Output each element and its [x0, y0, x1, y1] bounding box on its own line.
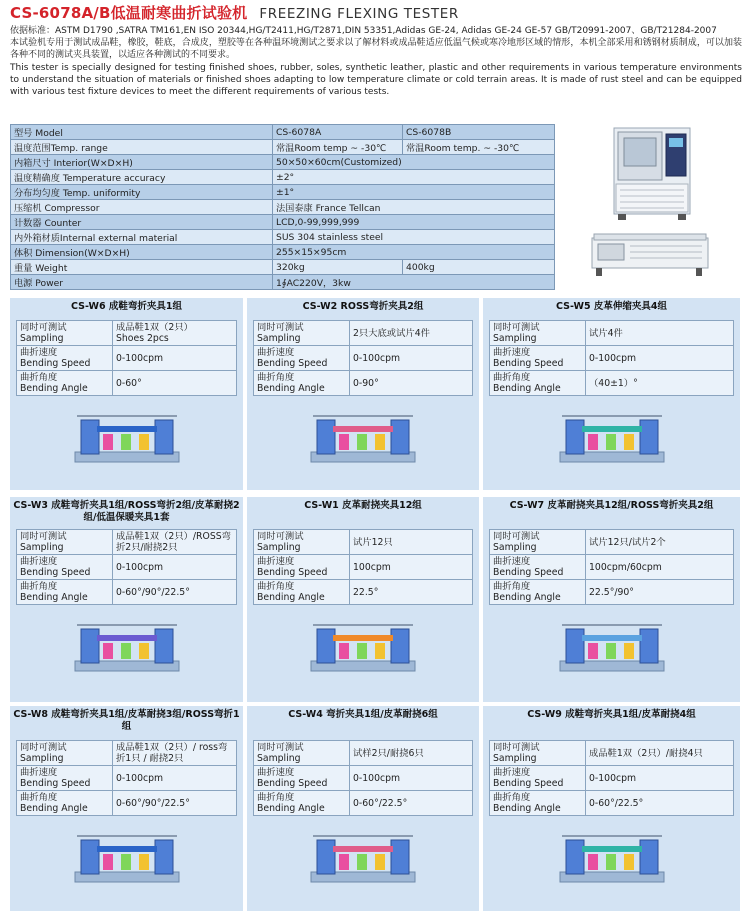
- label-en: Bending Speed: [257, 358, 328, 369]
- fixture-sampling-value: 试样2只/耐挠6只: [350, 741, 473, 766]
- fixture-illustration: [303, 822, 423, 892]
- label-en: Bending Angle: [493, 803, 561, 814]
- fixture-sampling-value: 成品鞋1双（2只）/ ross弯折1只 / 耐挠2只: [113, 741, 237, 766]
- label-en: Bending Angle: [257, 592, 325, 603]
- fixture-row-label: [17, 346, 113, 371]
- label-cn: 曲折速度: [257, 347, 295, 358]
- label-en: Sampling: [493, 333, 537, 344]
- spec-row: [11, 125, 555, 140]
- label-en: Bending Speed: [257, 778, 328, 789]
- fixture-angle-value: 0-60°/90°/22.5°: [113, 791, 237, 816]
- spec-label: 计数器 Counter: [11, 215, 273, 230]
- fixture-image: [247, 611, 479, 681]
- fixture-row-label: [490, 791, 586, 816]
- label-en: Bending Speed: [20, 358, 91, 369]
- spec-label: 电源 Power: [11, 275, 273, 290]
- fixture-spec-table: [489, 740, 734, 816]
- fixture-spec-table: [489, 320, 734, 396]
- spec-value-a: CS-6078A: [273, 125, 403, 140]
- fixture-angle-value: 0-60°/22.5°: [350, 791, 473, 816]
- spec-label: 分布均匀度 Temp. uniformity: [11, 185, 273, 200]
- fixture-row-label: [490, 741, 586, 766]
- description-en: This tester is specially designed for testing finished shoes, rubber, soles, synthetic leather, plastic and other requirements in various temperature environments to understand the situation of materials or finished shoes adapting to low temperature climate or cold terrain areas. It is made of rust steel and can be equipped with various test fixture devices to meet the different requirements of various tests.: [10, 62, 742, 98]
- label-cn: 曲折速度: [493, 556, 531, 567]
- label-en: Sampling: [20, 333, 64, 344]
- label-cn: 同时可测试: [20, 531, 67, 542]
- label-cn: 曲折速度: [493, 767, 531, 778]
- header: [10, 2, 459, 24]
- fixture-title: CS-W4 弯折夹具1组/皮革耐挠6组: [288, 709, 438, 720]
- page-subtitle: FREEZING FLEXING TESTER: [259, 6, 459, 22]
- spec-value: 255×15×95cm: [273, 245, 555, 260]
- label-cn: 曲折速度: [257, 767, 295, 778]
- spec-value: LCD,0-99,999,999: [273, 215, 555, 230]
- fixture-row-label: [254, 346, 350, 371]
- spec-value: 50×50×60cm(Customized): [273, 155, 555, 170]
- fixture-angle-value: （40±1）°: [586, 371, 734, 396]
- spec-label: 重量 Weight: [11, 260, 273, 275]
- fixture-illustration: [552, 402, 672, 472]
- spec-value: ±1°: [273, 185, 555, 200]
- label-en: Sampling: [493, 542, 537, 553]
- fixture-image: [10, 611, 243, 681]
- spec-row: [11, 215, 555, 230]
- fixture-spec-table: [16, 529, 237, 605]
- fixture-angle-value: 0-60°/22.5°: [586, 791, 734, 816]
- fixture-row-label: [490, 580, 586, 605]
- label-en: Sampling: [20, 542, 64, 553]
- spec-value: 法国泰康 France Tellcan: [273, 200, 555, 215]
- fixture-title: CS-W9 成鞋弯折夹具1组/皮革耐挠4组: [527, 709, 696, 720]
- fixture-sampling-value: 成品鞋1双（2只） Shoes 2pcs: [113, 321, 237, 346]
- label-cn: 曲折角度: [493, 372, 531, 383]
- fixture-angle-value: 22.5°: [350, 580, 473, 605]
- fixture-image: [247, 822, 479, 892]
- label-cn: 同时可测试: [20, 322, 67, 333]
- fixture-row-label: [254, 741, 350, 766]
- label-cn: 曲折速度: [257, 556, 295, 567]
- label-cn: 同时可测试: [493, 531, 540, 542]
- fixture-row-label: [254, 766, 350, 791]
- chamber-tester-image: [608, 124, 696, 224]
- label-en: Bending Speed: [493, 778, 564, 789]
- fixture-image: [10, 402, 243, 472]
- label-en: Bending Angle: [257, 383, 325, 394]
- spec-row: [11, 230, 555, 245]
- standards-text: 依据标准：ASTM D1790 ,SATRA TM161,EN ISO 20344,HG/T2411,HG/T2871,DIN 53351,Adidas GE-24, Adidas GE-24 GE-57 GB/T20991-2007、GB/T21284-2007: [10, 26, 717, 36]
- fixture-title: CS-W5 皮革伸缩夹具4组: [555, 301, 667, 312]
- fixture-speed-value: 100cpm: [350, 555, 473, 580]
- label-cn: 同时可测试: [257, 742, 304, 753]
- label-cn: 同时可测试: [20, 742, 67, 753]
- fixture-row-label: [17, 791, 113, 816]
- fixture-spec-table: [489, 529, 734, 605]
- fixture-panel: [10, 298, 243, 490]
- fixture-angle-value: 0-60°/90°/22.5°: [113, 580, 237, 605]
- label-cn: 同时可测试: [493, 322, 540, 333]
- fixture-panel: [10, 497, 243, 702]
- spec-row: [11, 140, 555, 155]
- fixture-speed-value: 0-100cpm: [113, 346, 237, 371]
- fixture-row-label: [490, 321, 586, 346]
- fixture-speed-value: 0-100cpm: [350, 346, 473, 371]
- spec-value-a: 常温Room temp ~ -30℃: [273, 140, 403, 155]
- spec-value-b: 400kg: [403, 260, 555, 275]
- fixture-spec-table: [253, 740, 473, 816]
- fixture-image: [247, 402, 479, 472]
- fixture-panel: [483, 706, 740, 911]
- fixture-title: CS-W1 皮革耐挠夹具12组: [304, 500, 422, 511]
- label-cn: 曲折速度: [493, 347, 531, 358]
- fixture-row-label: [17, 766, 113, 791]
- fixture-row-label: [490, 766, 586, 791]
- fixture-title: CS-W7 皮革耐挠夹具12组/ROSS弯折夹具2组: [509, 500, 714, 511]
- label-cn: 曲折角度: [493, 792, 531, 803]
- spec-value: ±2°: [273, 170, 555, 185]
- spec-value: SUS 304 stainless steel: [273, 230, 555, 245]
- fixture-illustration: [67, 611, 187, 681]
- label-en: Sampling: [257, 542, 301, 553]
- fixture-sampling-value: 试片12只: [350, 530, 473, 555]
- fixture-row-label: [17, 741, 113, 766]
- fixture-title: CS-W8 成鞋弯折夹具1组/皮革耐挠3组/ROSS弯折1组: [13, 709, 240, 732]
- label-en: Bending Speed: [257, 567, 328, 578]
- spec-value-b: CS-6078B: [403, 125, 555, 140]
- spec-value: 1∮AC220V，3kw: [273, 275, 555, 290]
- fixture-speed-value: 0-100cpm: [586, 346, 734, 371]
- fixture-illustration: [303, 611, 423, 681]
- spec-label: 温度精确度 Temperature accuracy: [11, 170, 273, 185]
- fixture-speed-value: 0-100cpm: [113, 555, 237, 580]
- spec-table: [10, 124, 555, 290]
- label-cn: 曲折速度: [20, 556, 58, 567]
- spec-label: 体积 Dimension(W×D×H): [11, 245, 273, 260]
- fixture-image: [483, 402, 740, 472]
- spec-row: [11, 275, 555, 290]
- fixture-row-label: [490, 555, 586, 580]
- fixture-speed-value: 0-100cpm: [586, 766, 734, 791]
- description-cn: 本试验机专用于测试成品鞋，橡胶，鞋底，合成皮，塑胶等在各种温环境测试之要求以了解材料或成品鞋适应低温气候或寒冷地形区域的情形，本机全部采用和锈钢材质制成，可以加装各种不同的测试夹具装置，以适应各种测试的不同要求。: [10, 38, 742, 61]
- spec-row: [11, 245, 555, 260]
- label-en: Bending Speed: [493, 567, 564, 578]
- fixture-sampling-value: 成品鞋1双（2只）/耐挠4只: [586, 741, 734, 766]
- label-cn: 同时可测试: [257, 322, 304, 333]
- fixture-panel: [247, 497, 479, 702]
- label-en: Bending Angle: [493, 383, 561, 394]
- label-en: Sampling: [257, 753, 301, 764]
- fixture-sampling-value: 试片12只/试片2个: [586, 530, 734, 555]
- fixture-sampling-value: 试片4件: [586, 321, 734, 346]
- fixture-row-label: [254, 530, 350, 555]
- spec-value-b: 常温Room temp. ~ -30℃: [403, 140, 555, 155]
- label-cn: 曲折角度: [257, 581, 295, 592]
- spec-row: [11, 170, 555, 185]
- label-en: Bending Angle: [20, 803, 88, 814]
- label-en: Bending Angle: [493, 592, 561, 603]
- fixture-row-label: [17, 530, 113, 555]
- fixture-illustration: [552, 822, 672, 892]
- fixture-angle-value: 22.5°/90°: [586, 580, 734, 605]
- fixture-panel: [247, 706, 479, 911]
- fixture-illustration: [303, 402, 423, 472]
- label-en: Sampling: [257, 333, 301, 344]
- fixture-spec-table: [16, 740, 237, 816]
- label-en: Bending Speed: [20, 778, 91, 789]
- label-cn: 曲折角度: [20, 792, 58, 803]
- spec-row: [11, 200, 555, 215]
- fixture-angle-value: 0-60°: [113, 371, 237, 396]
- fixture-row-label: [254, 555, 350, 580]
- fixture-image: [483, 822, 740, 892]
- fixture-spec-table: [16, 320, 237, 396]
- spec-label: 内外箱材质Internal external material: [11, 230, 273, 245]
- fixture-row-label: [17, 321, 113, 346]
- spec-row: [11, 185, 555, 200]
- label-cn: 同时可测试: [257, 531, 304, 542]
- label-cn: 曲折角度: [20, 581, 58, 592]
- label-cn: 曲折角度: [493, 581, 531, 592]
- fixture-speed-value: 100cpm/60cpm: [586, 555, 734, 580]
- label-cn: 同时可测试: [493, 742, 540, 753]
- fixture-illustration: [67, 822, 187, 892]
- fixture-illustration: [67, 402, 187, 472]
- fixture-title: CS-W2 ROSS弯折夹具2组: [302, 301, 424, 312]
- fixture-row-label: [17, 371, 113, 396]
- label-en: Bending Angle: [20, 592, 88, 603]
- spec-value-a: 320kg: [273, 260, 403, 275]
- spec-row: [11, 155, 555, 170]
- fixture-row-label: [490, 371, 586, 396]
- intro: [10, 25, 742, 98]
- fixture-row-label: [17, 580, 113, 605]
- fixture-title: CS-W3 成鞋弯折夹具1组/ROSS弯折2组/皮革耐挠2组/低温保暖夹具1套: [13, 500, 240, 523]
- freezer-tester-image: [590, 232, 710, 280]
- fixture-row-label: [254, 791, 350, 816]
- label-en: Bending Speed: [493, 358, 564, 369]
- fixture-title: CS-W6 成鞋弯折夹具1组: [70, 301, 182, 312]
- label-en: Bending Speed: [20, 567, 91, 578]
- label-en: Bending Angle: [257, 803, 325, 814]
- label-cn: 曲折角度: [257, 792, 295, 803]
- fixture-sampling-value: 2只大底或试片4件: [350, 321, 473, 346]
- fixture-speed-value: 0-100cpm: [113, 766, 237, 791]
- spec-row: [11, 260, 555, 275]
- fixture-speed-value: 0-100cpm: [350, 766, 473, 791]
- fixture-row-label: [490, 346, 586, 371]
- fixture-row-label: [490, 530, 586, 555]
- fixture-panel: [483, 298, 740, 490]
- fixture-panel: [247, 298, 479, 490]
- fixture-row-label: [17, 555, 113, 580]
- fixture-sampling-value: 成品鞋1双（2只）/ROSS弯折2只/耐挠2只: [113, 530, 237, 555]
- fixture-illustration: [552, 611, 672, 681]
- fixture-panel: [10, 706, 243, 911]
- label-en: Bending Angle: [20, 383, 88, 394]
- label-cn: 曲折角度: [20, 372, 58, 383]
- fixture-panel: [483, 497, 740, 702]
- label-cn: 曲折角度: [257, 372, 295, 383]
- fixture-spec-table: [253, 529, 473, 605]
- spec-label: 型号 Model: [11, 125, 273, 140]
- label-en: Sampling: [493, 753, 537, 764]
- fixture-image: [10, 822, 243, 892]
- spec-label: 内箱尺寸 Interior(W×D×H): [11, 155, 273, 170]
- fixture-image: [483, 611, 740, 681]
- fixture-row-label: [254, 580, 350, 605]
- fixture-row-label: [254, 371, 350, 396]
- spec-label: 温度范围Temp. range: [11, 140, 273, 155]
- fixture-spec-table: [253, 320, 473, 396]
- label-cn: 曲折速度: [20, 347, 58, 358]
- label-en: Sampling: [20, 753, 64, 764]
- spec-label: 压缩机 Compressor: [11, 200, 273, 215]
- page-title: CS-6078A/B低温耐寒曲折试验机: [10, 4, 248, 22]
- fixture-angle-value: 0-90°: [350, 371, 473, 396]
- fixture-row-label: [254, 321, 350, 346]
- label-cn: 曲折速度: [20, 767, 58, 778]
